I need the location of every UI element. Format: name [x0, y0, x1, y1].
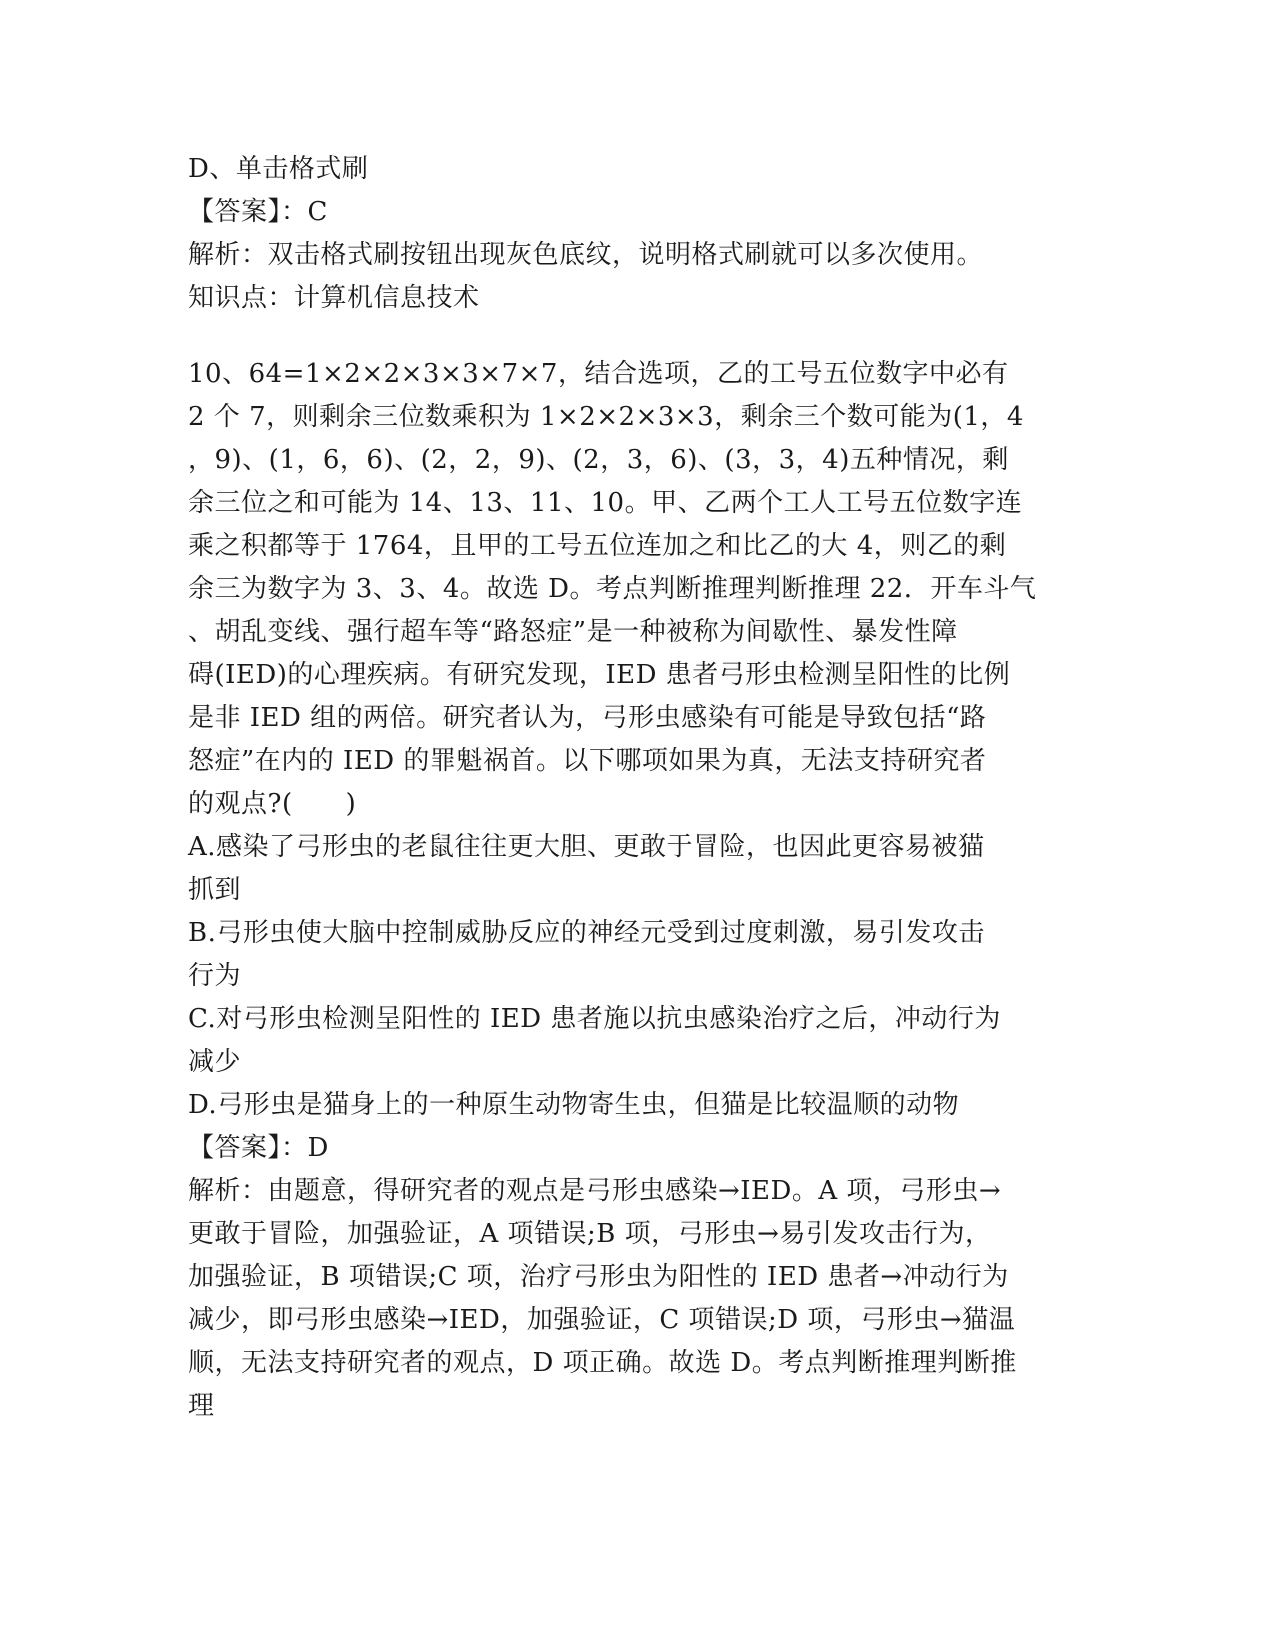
- text-line: 怒症”在内的 IED 的罪魁祸首。以下哪项如果为真，无法支持研究者: [188, 746, 987, 776]
- text-line: 2 个 7，则剩余三位数乘积为 1×2×2×3×3，剩余三个数可能为(1，4: [188, 402, 1024, 432]
- explanation-line: 加强验证，B 项错误;C 项，治疗弓形虫为阳性的 IED 患者→冲动行为: [188, 1262, 1009, 1292]
- explanation-line: 解析：由题意，得研究者的观点是弓形虫感染→IED。A 项，弓形虫→: [188, 1176, 1002, 1206]
- document-body: [188, 148, 1088, 1428]
- explanation-line: 减少，即弓形虫感染→IED，加强验证，C 项错误;D 项，弓形虫→猫温: [188, 1305, 1016, 1335]
- answer-line: 【答案】：D: [188, 1133, 329, 1163]
- answer-line: 【答案】：C: [188, 197, 328, 227]
- option-a-line-cont: 抓到: [188, 875, 242, 905]
- text-line: 余三位之和可能为 14、13、11、10。甲、乙两个工人工号五位数字连: [188, 488, 1023, 518]
- question-9-tail: [188, 148, 1088, 320]
- option-b-line-cont: 行为: [188, 961, 242, 991]
- option-d-line: D、单击格式刷: [188, 154, 369, 184]
- option-a-line: A.感染了弓形虫的老鼠往往更大胆、更敢于冒险，也因此更容易被猫: [188, 832, 985, 862]
- option-c-line: C.对弓形虫检测呈阳性的 IED 患者施以抗虫感染治疗之后，冲动行为: [188, 1004, 1001, 1034]
- option-b-line: B.弓形虫使大脑中控制威胁反应的神经元受到过度刺激，易引发攻击: [188, 918, 985, 948]
- explanation-line: 更敢于冒险，加强验证，A 项错误;B 项，弓形虫→易引发攻击行为，: [188, 1219, 992, 1249]
- option-c-line-cont: 减少: [188, 1047, 242, 1077]
- option-d-line: D.弓形虫是猫身上的一种原生动物寄生虫，但猫是比较温顺的动物: [188, 1090, 960, 1120]
- text-line: 乘之积都等于 1764，且甲的工号五位连加之和比乙的大 4，则乙的剩: [188, 531, 1007, 561]
- explanation-line: 解析：双击格式刷按钮出现灰色底纹，说明格式刷就可以多次使用。: [188, 240, 984, 270]
- question-10-block: [188, 353, 1088, 1428]
- text-line: 余三为数字为 3、3、4。故选 D。考点判断推理判断推理 22．开车斗气: [188, 574, 1037, 604]
- question-prompt-line: 的观点?( ): [188, 789, 357, 819]
- text-line: 、胡乱变线、强行超车等“路怒症”是一种被称为间歇性、暴发性障: [188, 617, 958, 647]
- text-line: ，9)、(1，6，6)、(2，2，9)、(2，3，6)、(3，3，4)五种情况，剩: [188, 445, 1009, 475]
- explanation-line: 理: [188, 1391, 215, 1421]
- text-line: 10、64=1×2×2×3×3×7×7，结合选项，乙的工号五位数字中必有: [188, 359, 1009, 389]
- explanation-line: 顺，无法支持研究者的观点，D 项正确。故选 D。考点判断推理判断推: [188, 1348, 1017, 1378]
- text-line: 碍(IED)的心理疾病。有研究发现，IED 患者弓形虫检测呈阳性的比例: [188, 660, 1011, 690]
- knowledge-point-line: 知识点：计算机信息技术: [188, 283, 480, 313]
- text-line: 是非 IED 组的两倍。研究者认为，弓形虫感染有可能是导致包括“路: [188, 703, 987, 733]
- paragraph-gap: [188, 320, 1088, 353]
